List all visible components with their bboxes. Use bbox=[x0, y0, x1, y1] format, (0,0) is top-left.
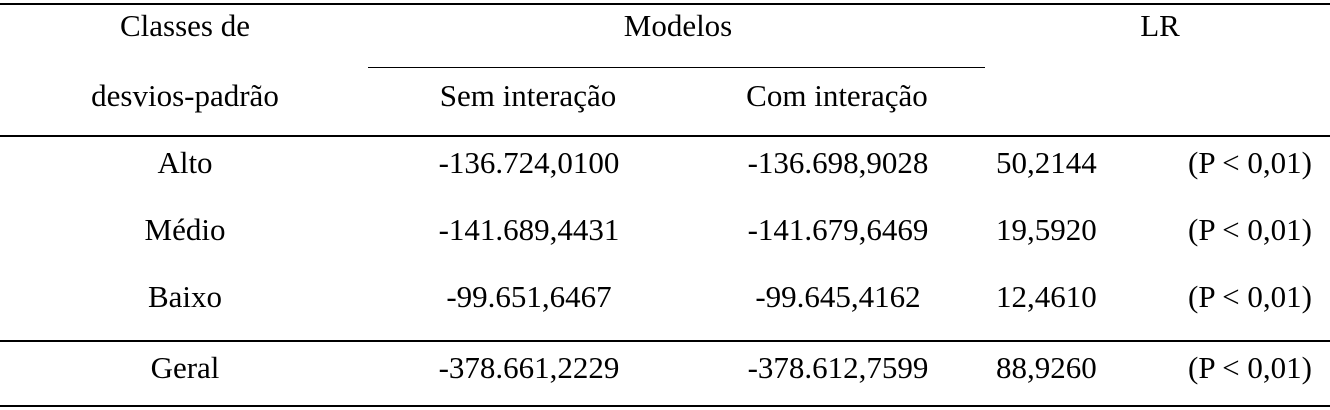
header-with-interaction: Com interação bbox=[746, 78, 928, 113]
row-class: Baixo bbox=[147, 279, 223, 314]
bottom-rule bbox=[0, 405, 1330, 407]
row-lr-value: 12,4610 bbox=[996, 279, 1097, 314]
row-p-value: (P < 0,01) bbox=[1188, 212, 1312, 247]
row-without-value: -141.689,4431 bbox=[438, 212, 620, 247]
header-without-interaction: Sem interação bbox=[439, 78, 617, 113]
row-lr-value: 19,5920 bbox=[996, 212, 1097, 247]
row-lr-value: 50,2144 bbox=[996, 145, 1097, 180]
top-rule bbox=[0, 3, 1330, 5]
header-bottom-rule bbox=[0, 135, 1330, 137]
total-p-value: (P < 0,01) bbox=[1188, 350, 1312, 385]
row-class: Alto bbox=[157, 145, 213, 180]
row-p-value: (P < 0,01) bbox=[1188, 145, 1312, 180]
header-models: Modelos bbox=[623, 8, 733, 43]
models-underline-rule bbox=[368, 67, 985, 68]
header-lr: LR bbox=[1140, 8, 1180, 43]
total-class: Geral bbox=[150, 350, 220, 385]
total-separator-rule bbox=[0, 340, 1330, 342]
total-lr-value: 88,9260 bbox=[996, 350, 1097, 385]
total-without-value: -378.661,2229 bbox=[438, 350, 620, 385]
header-classes-line2: desvios-padrão bbox=[91, 78, 279, 113]
row-class: Médio bbox=[144, 212, 226, 247]
header-classes-line1: Classes de bbox=[119, 8, 250, 43]
total-with-value: -378.612,7599 bbox=[747, 350, 929, 385]
row-p-value: (P < 0,01) bbox=[1188, 279, 1312, 314]
row-with-value: -99.645,4162 bbox=[755, 279, 921, 314]
row-with-value: -136.698,9028 bbox=[747, 145, 929, 180]
row-without-value: -136.724,0100 bbox=[438, 145, 620, 180]
row-without-value: -99.651,6467 bbox=[446, 279, 612, 314]
row-with-value: -141.679,6469 bbox=[747, 212, 929, 247]
